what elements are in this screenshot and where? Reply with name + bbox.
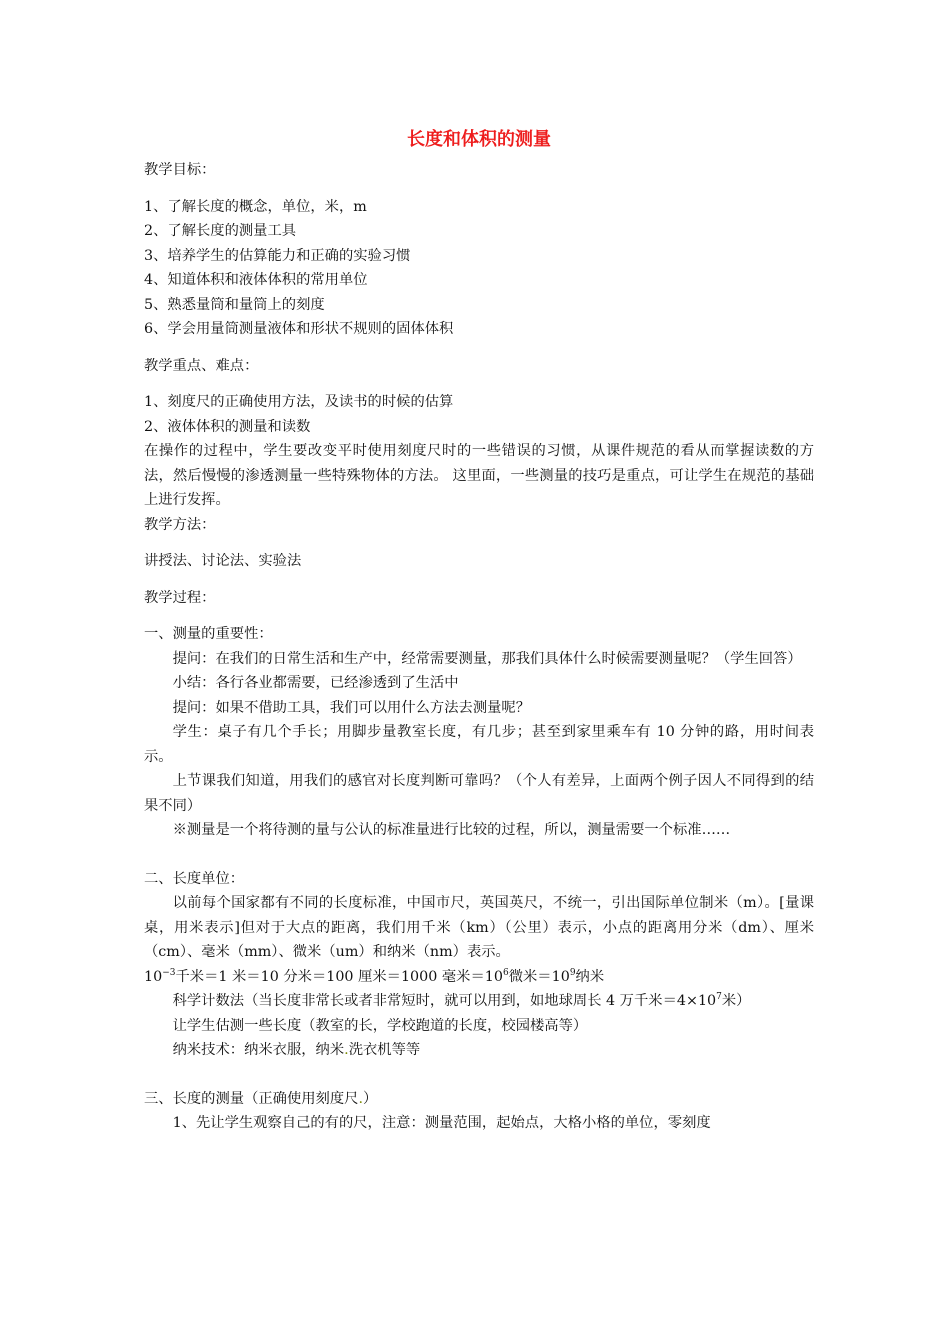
section1-note: ※测量是一个将待测的量与公认的标准量进行比较的过程，所以，测量需要一个标准……: [172, 822, 731, 838]
section1-question2: 提问：如果不借助工具，我们可以用什么方法去测量呢？: [172, 699, 531, 716]
keypoint-item: 1、刻度尺的正确使用方法，及读书的时候的估算: [144, 394, 454, 410]
section1-student-answer: 学生：桌子有几个手长；用脚步量教室长度，有几步；甚至到家里乘车有 10 分钟的路，用时间表示。: [144, 724, 814, 765]
eq-exponent: 6: [502, 967, 509, 978]
sci-text-end: 米）: [721, 993, 751, 1009]
section3-item: 1、先让学生观察自己的有的尺，注意：测量范围，起始点，大格小格的单位，零刻度: [172, 1115, 711, 1131]
goal-item: 6、学会用量筒测量液体和形状不规则的固体体积: [144, 321, 454, 337]
section3-heading: [144, 1087, 814, 1112]
goals-heading: 教学目标：: [144, 162, 216, 178]
eq-exponent: −3: [162, 967, 176, 978]
section1-heading: 一、测量的重要性：: [144, 626, 273, 642]
eq-exponent: 9: [569, 967, 576, 978]
methods-text: 讲授法、讨论法、实验法: [144, 553, 302, 569]
section2-scientific-notation: [144, 989, 814, 1014]
section2-units-paragraph: 以前每个国家都有不同的长度标准，中国市尺，英国英尺，不统一，引出国际单位制米（m）。[量课桌，用米表示]但对于大点的距离，我们用千米（km）（公里）表示，小点的距离用分米（dm）、厘米（cm）、毫米（mm）、微米（um）和纳米（nm）表示。: [144, 895, 814, 960]
section2-unit-equation: [144, 965, 814, 990]
section2-nanotech: [144, 1038, 814, 1063]
goal-item: 4、知道体积和液体体积的常用单位: [144, 272, 368, 288]
goal-item: 2、了解长度的测量工具: [144, 223, 297, 239]
section1-summary: 小结：各行各业都需要，已经渗透到了生活中: [172, 675, 459, 691]
section3-heading-dot: .: [358, 1090, 363, 1107]
section3-heading-end: ）: [363, 1090, 378, 1107]
process-heading: 教学过程：: [144, 589, 216, 606]
eq-part: 10: [144, 968, 163, 985]
sci-text: 科学计数法（当长度非常长或者非常短时，就可以用到，如地球周长 4 万千米＝4×10: [172, 993, 717, 1009]
methods-heading: 教学方法：: [144, 516, 216, 533]
section1-review: 上节课我们知道，用我们的感官对长度判断可靠吗？（个人有差异，上面两个例子因人不同得到的结果不同）: [144, 773, 814, 814]
eq-part: 微米＝10: [508, 968, 570, 985]
keypoints-paragraph: 在操作的过程中，学生要改变平时使用刻度尺时的一些错误的习惯，从课件规范的看从而掌握读数的方法，然后慢慢的渗透测量一些特殊物体的方法。 这里面，一些测量的技巧是重点，可让学生在规范的基础上进行发挥。: [144, 443, 814, 508]
sci-exponent: 7: [716, 992, 722, 1003]
eq-part: 千米＝1 米＝10 分米＝100 厘米＝1000 毫米＝10: [175, 968, 503, 985]
nano-text-end: 洗衣机等等: [348, 1042, 421, 1058]
keypoint-item: 2、液体体积的测量和读数: [144, 418, 311, 435]
goal-item: 5、熟悉量筒和量筒上的刻度: [144, 296, 325, 313]
goal-item: 3、培养学生的估算能力和正确的实验习惯: [144, 247, 411, 264]
goal-item: 1、了解长度的概念，单位，米，m: [144, 198, 367, 215]
document-title: 长度和体积的测量: [407, 129, 551, 150]
section2-heading: 二、长度单位：: [144, 870, 245, 887]
nano-text: 纳米技术：纳米衣服，纳米: [172, 1042, 345, 1058]
section1-question: 提问：在我们的日常生活和生产中，经常需要测量，那我们具体什么时候需要测量呢？（学生回答）: [172, 650, 802, 667]
section3-heading-text: 三、长度的测量（正确使用刻度尺: [144, 1090, 359, 1107]
eq-part: 纳米: [575, 968, 605, 985]
section2-estimate: 让学生估测一些长度（教室的长，学校跑道的长度，校园楼高等）: [172, 1017, 588, 1034]
keypoints-heading: 教学重点、难点：: [144, 357, 259, 374]
nano-dot: .: [344, 1042, 349, 1058]
document-page: [144, 120, 814, 1136]
